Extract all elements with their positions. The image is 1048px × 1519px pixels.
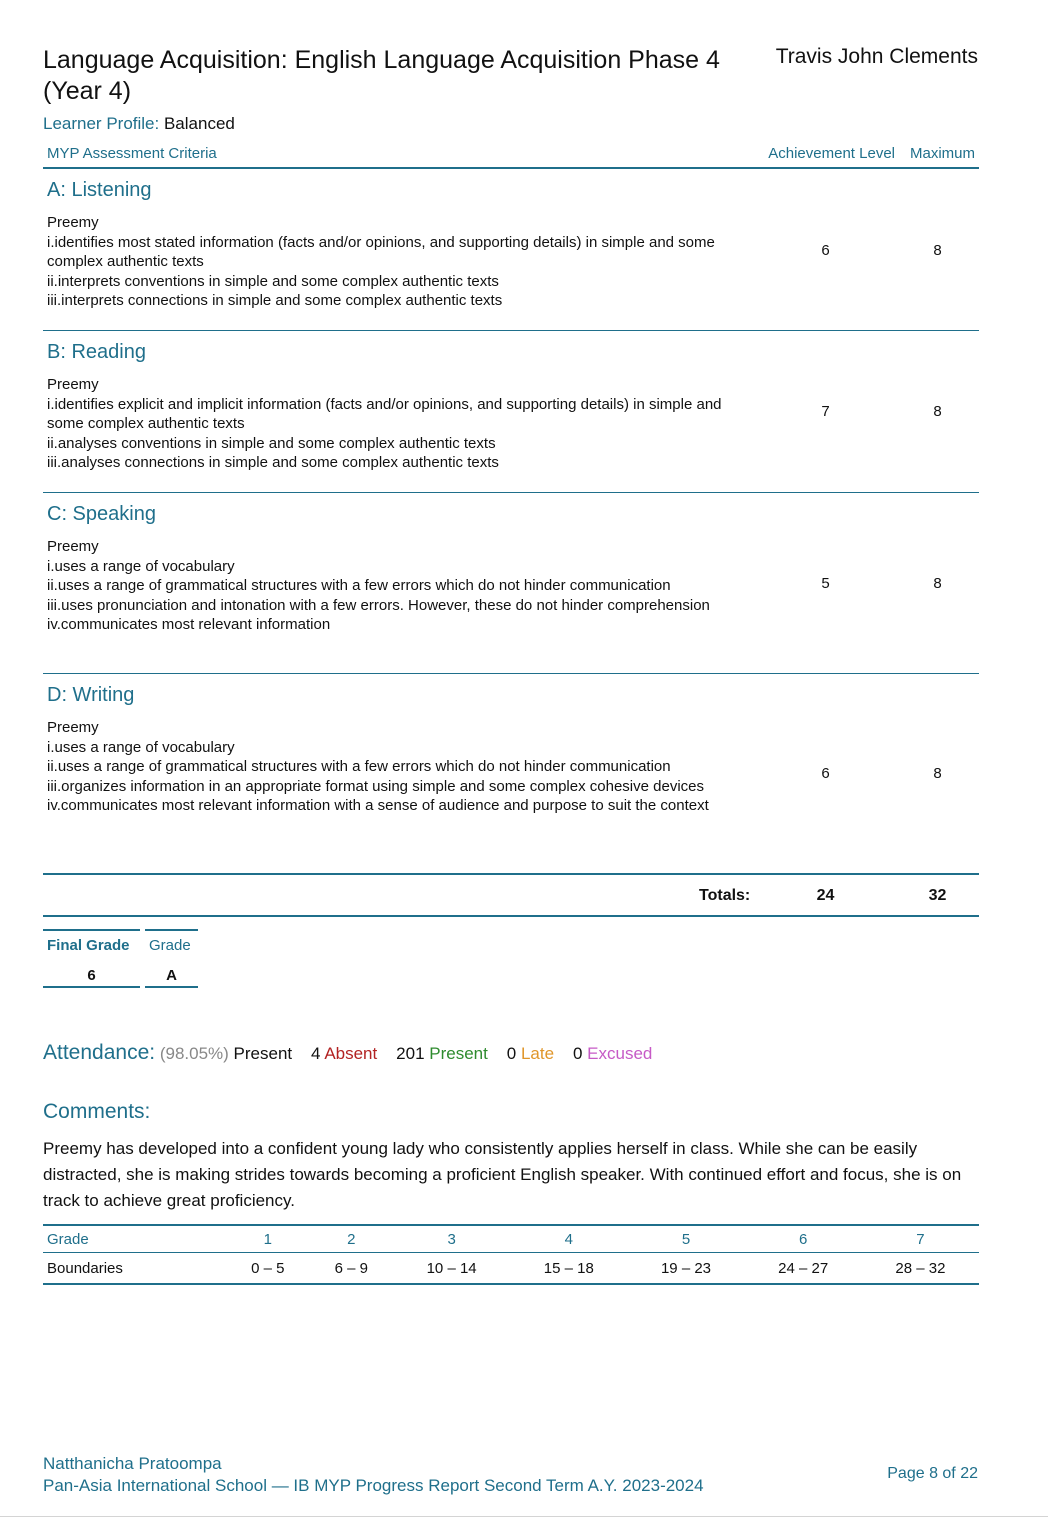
page-edge-divider — [0, 1516, 1048, 1517]
attendance-label: Attendance: — [43, 1041, 156, 1064]
learner-profile-label: Learner Profile: — [43, 114, 160, 133]
boundary-cell: 24 – 27 — [745, 1253, 862, 1285]
boundary-cell: 6 – 9 — [310, 1253, 394, 1285]
footer — [43, 1453, 704, 1497]
criterion-title: D: Writing — [47, 684, 135, 706]
totals-level: 24 — [816, 887, 835, 904]
criterion-description: Preemy i.identifies explicit and implicit information (facts and/or opinions, and supporting details) in simple and some complex authentic texts ii.analyses conventions in simple and some complex authentic texts iii.analyses connections in simple and some complex authentic texts — [47, 376, 722, 471]
criterion-listening — [43, 169, 979, 331]
grade-label: Grade — [149, 937, 191, 954]
attendance-percent: (98.05%) — [159, 1044, 229, 1063]
final-grade-box — [43, 929, 140, 988]
criterion-title: B: Reading — [47, 341, 146, 363]
boundaries-row-label: Boundaries — [43, 1253, 226, 1285]
grade-row-label: Grade — [43, 1225, 226, 1253]
grade-boundaries-table — [43, 1224, 979, 1285]
criterion-description: Preemy i.identifies most stated information (facts and/or opinions, and supporting details) in simple and some complex authentic texts ii.interprets conventions in simple and some complex authentic texts iii.interprets connections in simple and some complex authentic texts — [47, 214, 715, 309]
criteria-col-header: MYP Assessment Criteria — [47, 145, 217, 162]
excused-count: 0 — [572, 1044, 583, 1063]
boundaries-row — [43, 1253, 979, 1285]
grade-row — [43, 1225, 979, 1253]
totals-max: 32 — [928, 887, 947, 904]
criterion-speaking — [43, 493, 979, 674]
achievement-level: 6 — [821, 242, 830, 259]
subject-title: Language Acquisition: English Language Acquisition Phase 4 (Year 4) — [43, 46, 720, 105]
boundary-cell: 28 – 32 — [862, 1253, 979, 1285]
boundary-cell: 0 – 5 — [226, 1253, 310, 1285]
boundary-cell: 10 – 14 — [393, 1253, 510, 1285]
page-number: Page 8 of 22 — [887, 1465, 978, 1482]
absent-count: 4 — [311, 1044, 321, 1063]
criterion-title: C: Speaking — [47, 503, 156, 525]
learner-profile — [43, 114, 235, 134]
boundary-cell: 19 – 23 — [627, 1253, 744, 1285]
absent-label: Absent — [324, 1044, 378, 1063]
criterion-description: Preemy i.uses a range of vocabulary ii.uses a range of grammatical structures with a few errors which do not hinder communication iii.organizes information in an appropriate format using simple and some complex cohesive devices iv.communicates most relevant information with a sense of audience and purpose to suit the context — [47, 719, 709, 814]
criterion-writing — [43, 674, 979, 872]
comments-heading: Comments: — [43, 1100, 151, 1123]
maximum-col-header: Maximum — [909, 145, 975, 162]
achievement-level: 7 — [821, 403, 830, 420]
excused-label: Excused — [587, 1044, 653, 1063]
grade-cell: 7 — [862, 1225, 979, 1253]
grade-cell: 6 — [745, 1225, 862, 1253]
criteria-header — [43, 145, 979, 169]
teacher-name: Travis John Clements — [775, 45, 978, 68]
boundary-cell: 15 – 18 — [510, 1253, 627, 1285]
totals-label: Totals: — [699, 887, 751, 904]
footer-student-name: Natthanicha Pratoompa — [43, 1454, 222, 1473]
attendance-present-word: Present — [233, 1044, 293, 1063]
grade-cell: 3 — [393, 1225, 510, 1253]
grade-cell: 2 — [310, 1225, 394, 1253]
criterion-title: A: Listening — [47, 179, 152, 201]
late-count: 0 — [506, 1044, 517, 1063]
grade-cell: 1 — [226, 1225, 310, 1253]
final-grade-label: Final Grade — [47, 937, 130, 954]
attendance-line — [43, 1041, 652, 1065]
present-count: 201 — [396, 1044, 425, 1063]
grade-cell: 4 — [510, 1225, 627, 1253]
grade-value: A — [166, 967, 177, 984]
achievement-level: 6 — [821, 765, 830, 782]
totals-row — [43, 873, 979, 917]
achievement-level: 5 — [821, 575, 830, 592]
maximum-level: 8 — [933, 575, 942, 592]
maximum-level: 8 — [933, 242, 942, 259]
footer-school: Pan-Asia International School — IB MYP Progress Report Second Term A.Y. 2023-2024 — [43, 1476, 704, 1495]
achievement-col-header: Achievement Level — [768, 145, 895, 162]
criterion-description: Preemy i.uses a range of vocabulary ii.uses a range of grammatical structures with a few errors which do not hinder communication iii.uses pronunciation and intonation with a few errors. However, these do not hinder comprehension iv.communicates most relevant information — [47, 538, 710, 633]
grade-cell: 5 — [627, 1225, 744, 1253]
late-label: Late — [520, 1044, 555, 1063]
present-label: Present — [429, 1044, 488, 1063]
learner-profile-value: Balanced — [163, 114, 235, 133]
maximum-level: 8 — [933, 765, 942, 782]
grade-box — [145, 929, 198, 988]
criterion-reading — [43, 331, 979, 493]
comments-text: Preemy has developed into a confident young lady who consistently applies herself in class. While she can be easily distracted, she is making strides towards becoming a proficient English speaker. With continued effort and focus, she is on track to achieve great proficiency. — [43, 1139, 962, 1210]
maximum-level: 8 — [933, 403, 942, 420]
final-grade-value: 6 — [87, 967, 96, 984]
